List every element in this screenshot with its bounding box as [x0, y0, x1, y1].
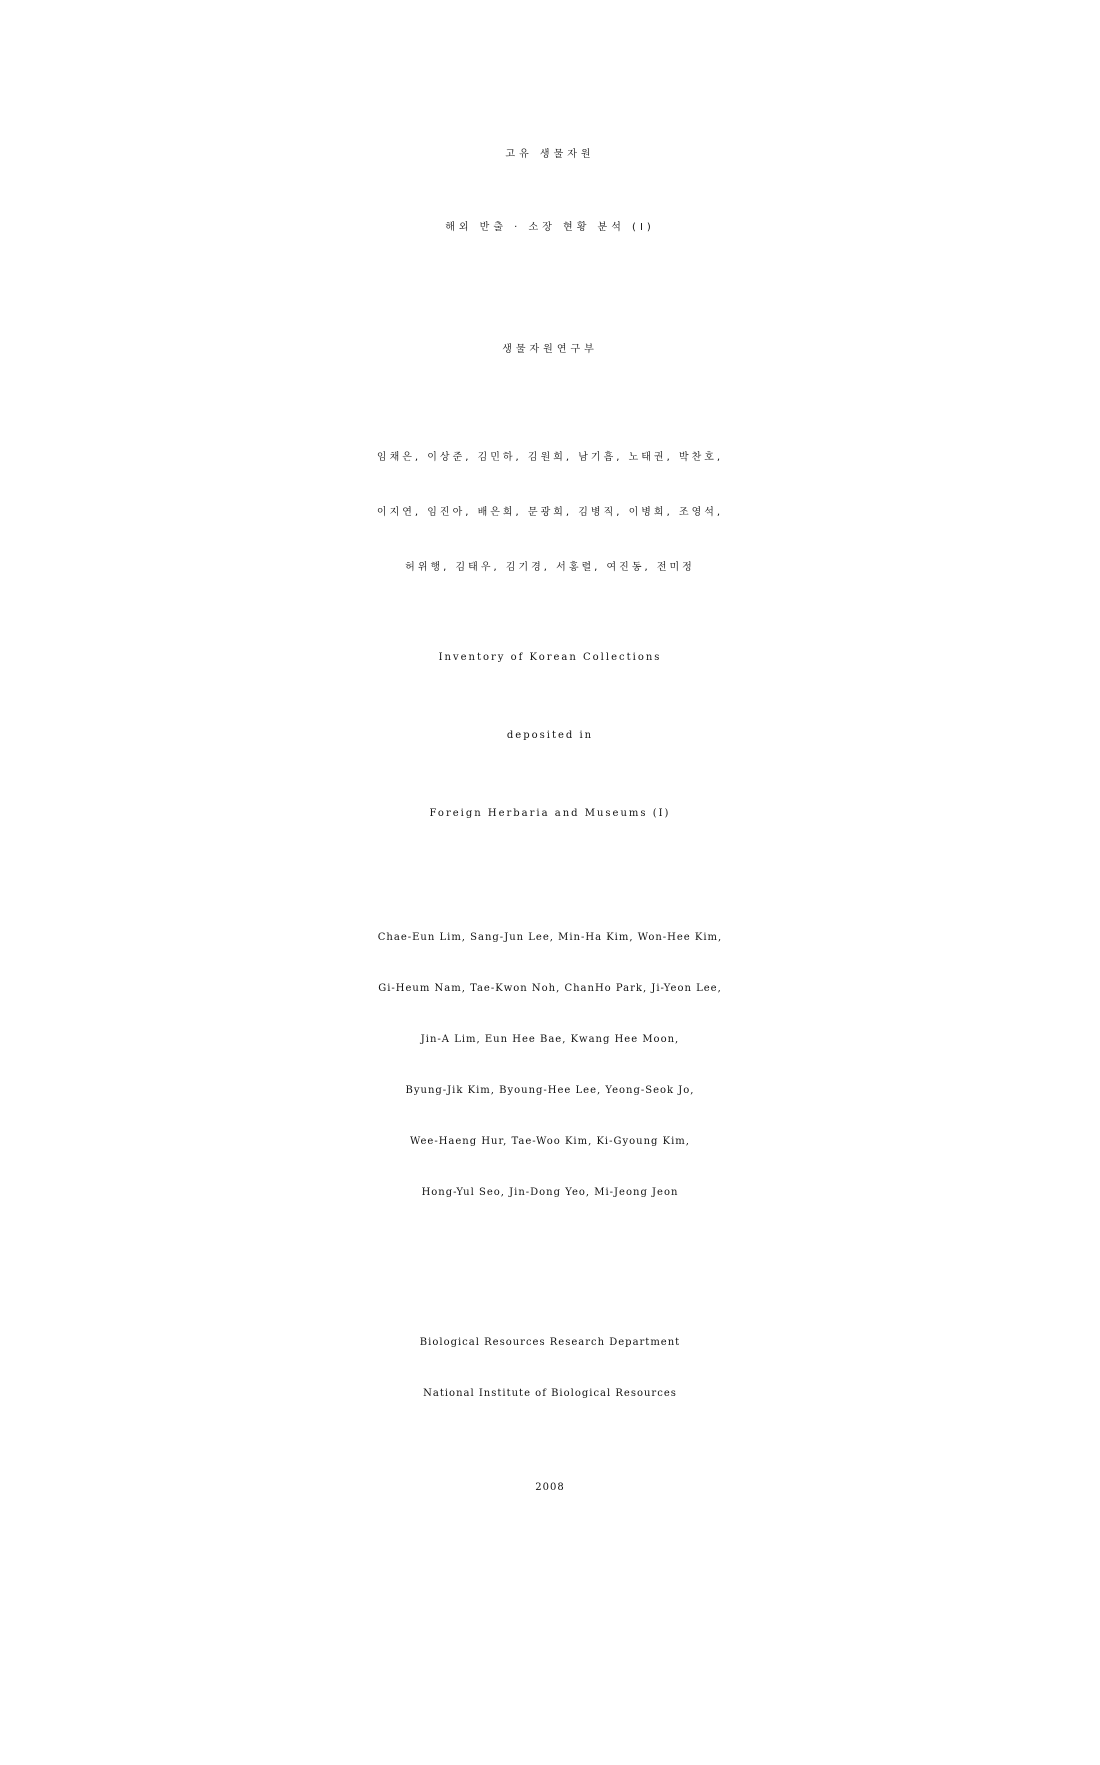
english-authors-line-3: Jin-A Lim, Eun Hee Bae, Kwang Hee Moon, [420, 1034, 680, 1045]
korean-department: 생물자원연구부 [502, 344, 598, 355]
english-authors-line-4: Byung-Jik Kim, Byoung-Hee Lee, Yeong-Seok Jo, [405, 1085, 695, 1096]
english-title-line-3: Foreign Herbaria and Museums (I) [429, 808, 671, 819]
korean-authors-line-3: 허위행, 김태우, 김기경, 서홍렬, 여진동, 전미정 [405, 562, 695, 573]
publication-year: 2008 [535, 1482, 565, 1493]
affiliation-institute: National Institute of Biological Resources [423, 1388, 677, 1399]
korean-title-line-1: 고유 생물자원 [505, 149, 595, 160]
korean-authors-line-1: 임채은, 이상준, 김민하, 김원희, 남기흠, 노태권, 박찬호, [376, 452, 724, 463]
english-authors-line-1: Chae-Eun Lim, Sang-Jun Lee, Min-Ha Kim, Won-Hee Kim, [377, 932, 723, 943]
korean-authors-line-2: 이지연, 임진아, 배은희, 문광희, 김병직, 이병희, 조영석, [376, 507, 724, 518]
english-authors-line-2: Gi-Heum Nam, Tae-Kwon Noh, ChanHo Park, Ji-Yeon Lee, [378, 983, 722, 994]
korean-title-line-2: 해외 반출 · 소장 현황 분석 (I) [445, 222, 655, 233]
english-authors-line-5: Wee-Haeng Hur, Tae-Woo Kim, Ki-Gyoung Kim, [410, 1136, 690, 1147]
english-title-line-1: Inventory of Korean Collections [438, 652, 662, 663]
english-title-line-2: deposited in [506, 730, 594, 741]
affiliation-department: Biological Resources Research Department [419, 1337, 681, 1348]
english-authors-line-6: Hong-Yul Seo, Jin-Dong Yeo, Mi-Jeong Jeon [421, 1187, 679, 1198]
